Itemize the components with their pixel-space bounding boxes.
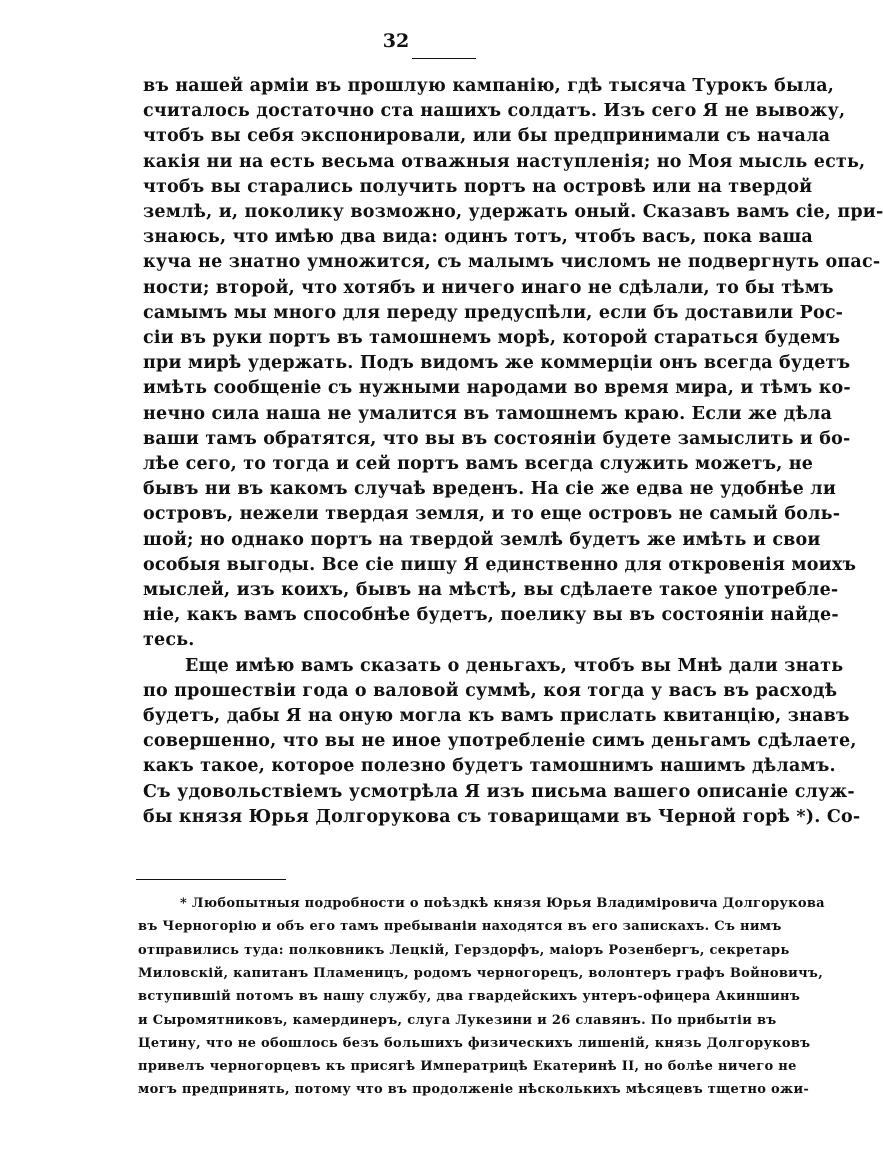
- footnote-line: отправились туда: полковникъ Лецкій, Герздорфъ, маіоръ Розенбергъ, секретарь: [138, 942, 790, 958]
- paragraph-line: островъ, нежели твердая земля, и то еще островъ не самый боль-: [143, 504, 841, 525]
- paragraph-line: въ нашей арміи въ прошлую кампанію, гдѣ тысяча Турокъ была,: [143, 76, 835, 96]
- paragraph-line: мыслей, изъ коихъ, бывъ на мѣстѣ, вы сдѣлаете такое употребле-: [143, 580, 839, 600]
- paragraph-line: чтобъ вы себя экспонировали, или бы предпринимали съ начала: [143, 126, 831, 147]
- paragraph-line: сіи въ руки портъ въ тамошнемъ морѣ, которой стараться будемъ: [143, 328, 841, 348]
- paragraph-line: какія ни на есть весьма отважныя наступленія; но Моя мысль есть,: [143, 151, 866, 172]
- footnote-line: могъ предпринять, потому что въ продолженіе нѣсколькихъ мѣсяцевъ тщетно ожи-: [138, 1082, 810, 1098]
- paragraph-line: ніе, какъ вамъ способнѣе будетъ, поелику вы въ состояніи найде-: [143, 605, 839, 626]
- page-number-rule: [412, 58, 476, 59]
- paragraph-line: ности; второй, что хотябъ и ничего инаго не сдѣлали, то бы тѣмъ: [143, 277, 834, 298]
- paragraph-line: по прошествіи года о валовой суммѣ, коя тогда у васъ въ расходѣ: [143, 680, 838, 701]
- footnote-line: привелъ черногорцевъ къ присягѣ Императрицѣ Екатеринѣ II, но болѣе ничего не: [138, 1059, 797, 1075]
- footnote-line: и Сыромятниковъ, камердинеръ, слуга Лукезини и 26 славянъ. По прибытіи въ: [138, 1012, 777, 1028]
- footnote-line: Цетину, что не обошлось безъ большихъ физическихъ лишеній, князь Долгоруковъ: [138, 1035, 811, 1051]
- paragraph-line: нечно сила наша не умалится въ тамошнемъ краю. Если же дѣла: [143, 403, 833, 424]
- paragraph-line: совершенно, что вы не иное употребленіе симъ деньгамъ сдѣлаете,: [143, 731, 857, 752]
- paragraph-line: чтобъ вы старались получить портъ на островѣ или на твердой: [143, 176, 813, 197]
- paragraph-line: бывъ ни въ какомъ случаѣ вреденъ. На сіе же едва не удобнѣе ли: [143, 479, 837, 500]
- paragraph-line: имѣть сообщеніе съ нужными народами во время мира, и тѣмъ ко-: [143, 378, 851, 399]
- paragraph-line: знаюсь, что имѣю два вида: одинъ тотъ, чтобъ васъ, пока ваша: [143, 227, 813, 248]
- footnote-line: Миловскій, капитанъ Пламеницъ, родомъ черногорецъ, волонтеръ графъ Войновичъ,: [138, 965, 824, 981]
- paragraph-line: будетъ, дабы Я на оную могла къ вамъ прислать квитанцію, знавъ: [143, 706, 850, 726]
- footnote-line: вступившій потомъ въ нашу службу, два гвардейскихъ унтеръ-офицера Акиншинъ: [138, 989, 801, 1005]
- paragraph-line: особыя выгоды. Все сіе пишу Я единственно для откровенія моихъ: [143, 554, 857, 575]
- paragraph-line: бы князя Юрья Долгорукова съ товарищами въ Черной горѣ *). Со-: [143, 806, 861, 827]
- paragraph-line: самымъ мы много для переду предуспѣли, если бъ доставили Рос-: [143, 302, 844, 323]
- page-number: 32: [382, 30, 410, 52]
- paragraph-line: Съ удовольствіемъ усмотрѣла Я изъ письма вашего описаніе служ-: [143, 781, 855, 802]
- paragraph-line: тесь.: [143, 630, 195, 651]
- paragraph-line: куча не знатно умножится, съ малымъ числомъ не подвергнуть опас-: [143, 252, 881, 273]
- paragraph-line: при мирѣ удержать. Подъ видомъ же коммерціи онъ всегда будетъ: [143, 353, 851, 374]
- paragraph-line: Еще имѣю вамъ сказать о деньгахъ, чтобъ вы Мнѣ дали знать: [185, 655, 844, 676]
- paragraph-line: лѣе сего, то тогда и сей портъ вамъ всегда служить можетъ, не: [143, 454, 814, 474]
- footnote-line: въ Черногорію и объ его тамъ пребываніи находятся въ его запискахъ. Съ нимъ: [138, 919, 782, 935]
- footnote-separator: [136, 879, 286, 880]
- paragraph-line: землѣ, и, поколику возможно, удержать оный. Сказавъ вамъ сіе, при-: [143, 202, 883, 222]
- footnote-line: * Любопытныя подробности о поѣздкѣ князя Юрья Владиміровича Долгорукова: [180, 896, 825, 911]
- paragraph-line: шой; но однако портъ на твердой землѣ будетъ же имѣть и свои: [143, 529, 821, 550]
- paragraph-line: какъ такое, которое полезно будетъ тамошнимъ нашимъ дѣламъ.: [143, 756, 836, 777]
- paragraph-line: считалось достаточно ста нашихъ солдатъ. Изъ сего Я не вывожу,: [143, 101, 846, 122]
- paragraph-line: ваши тамъ обратятся, что вы въ состояніи будете замыслить и бо-: [143, 428, 851, 449]
